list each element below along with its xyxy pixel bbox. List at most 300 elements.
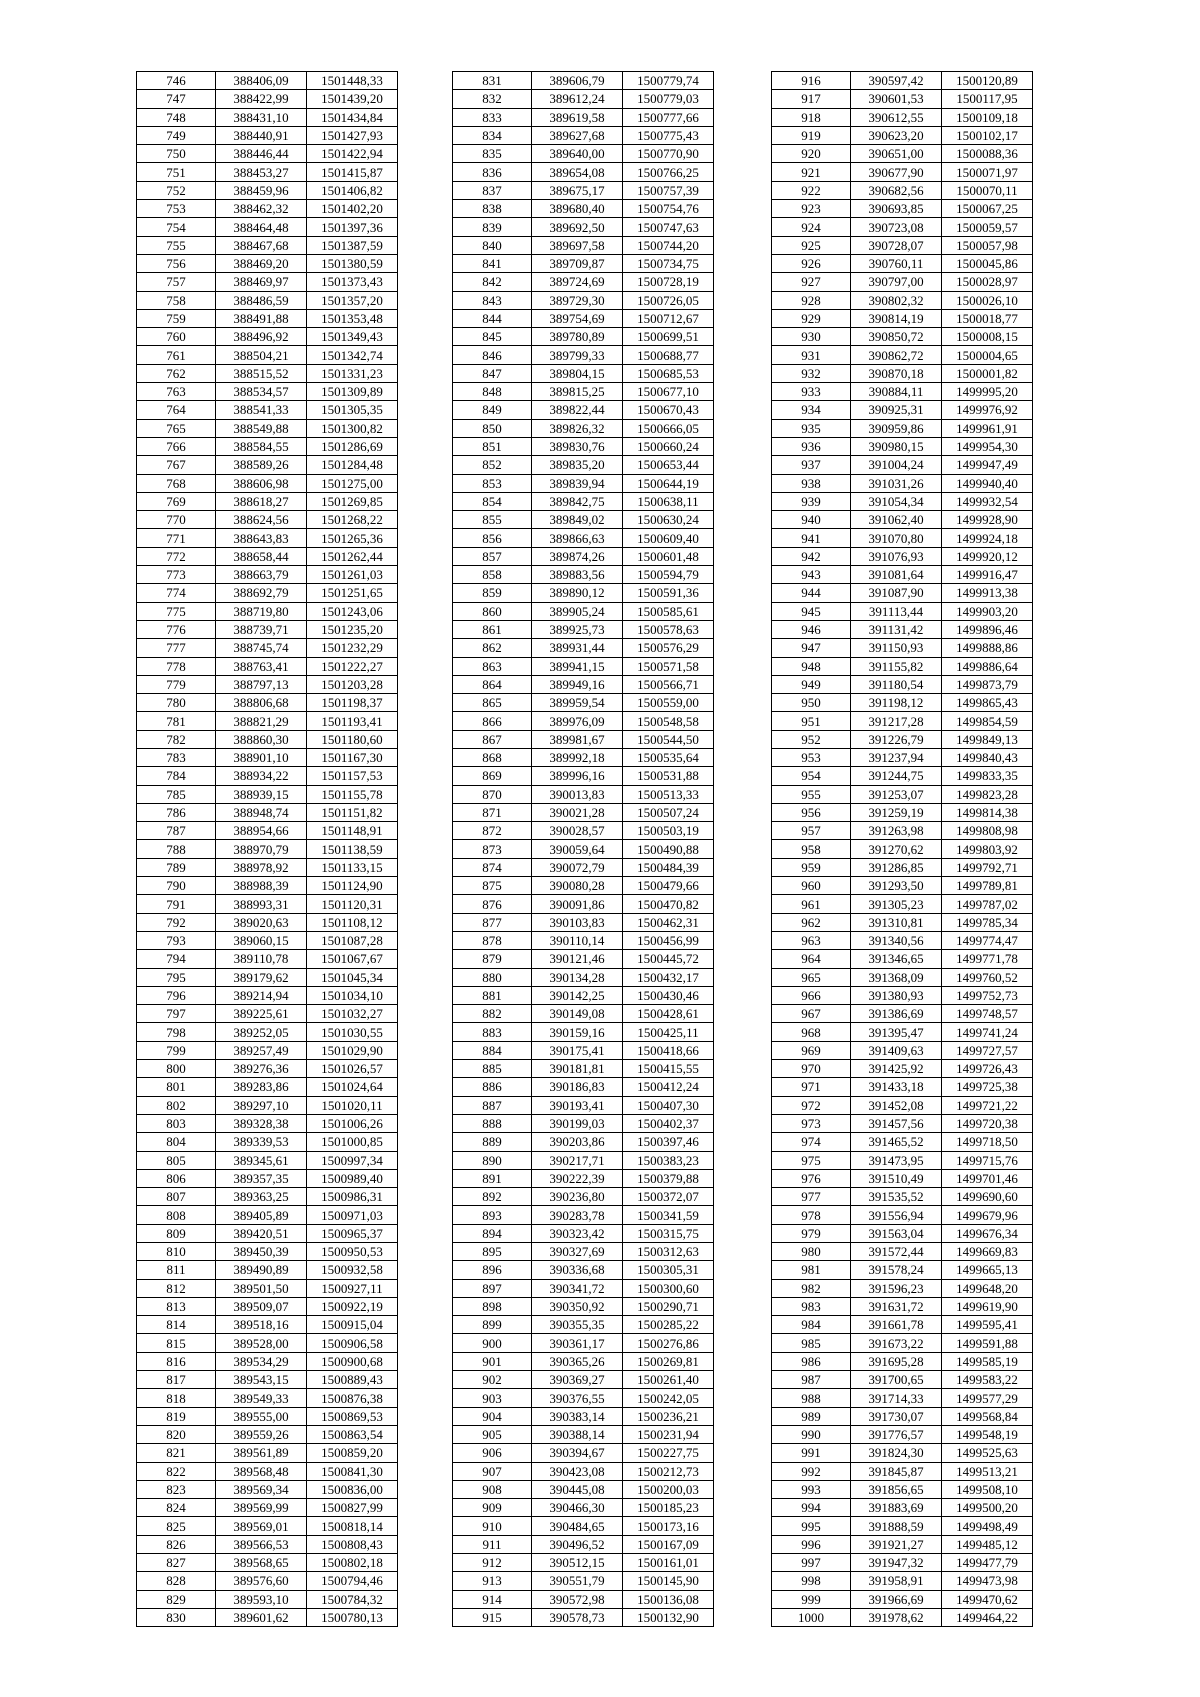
y-coordinate-cell: 1501357,20 (307, 291, 398, 309)
table-row (137, 346, 398, 364)
point-number-cell: 969 (772, 1041, 851, 1059)
point-number-cell: 773 (137, 566, 216, 584)
table-row (453, 529, 714, 547)
table-row (772, 931, 1033, 949)
y-coordinate-cell: 1500028,97 (942, 273, 1033, 291)
table-row (453, 437, 714, 455)
table-row (137, 1590, 398, 1608)
table-row (772, 584, 1033, 602)
y-coordinate-cell: 1500109,18 (942, 108, 1033, 126)
table-row (772, 1279, 1033, 1297)
table-row (772, 822, 1033, 840)
table-row (453, 748, 714, 766)
y-coordinate-cell: 1499916,47 (942, 566, 1033, 584)
point-number-cell: 897 (453, 1279, 532, 1297)
y-coordinate-cell: 1501262,44 (307, 547, 398, 565)
point-number-cell: 889 (453, 1133, 532, 1151)
table-row (772, 1261, 1033, 1279)
table-row (137, 803, 398, 821)
x-coordinate-cell: 391572,44 (851, 1243, 942, 1261)
table-row (772, 456, 1033, 474)
y-coordinate-cell: 1500712,67 (623, 309, 714, 327)
x-coordinate-cell: 391244,75 (851, 767, 942, 785)
x-coordinate-cell: 390361,17 (532, 1334, 623, 1352)
table-row (137, 1041, 398, 1059)
point-number-cell: 931 (772, 346, 851, 364)
y-coordinate-cell: 1500470,82 (623, 895, 714, 913)
x-coordinate-cell: 389518,16 (216, 1316, 307, 1334)
point-number-cell: 861 (453, 620, 532, 638)
point-number-cell: 974 (772, 1133, 851, 1151)
point-number-cell: 950 (772, 694, 851, 712)
table-row (772, 1188, 1033, 1206)
table-row (772, 1554, 1033, 1572)
y-coordinate-cell: 1499585,19 (942, 1352, 1033, 1370)
table-row (772, 1243, 1033, 1261)
point-number-cell: 767 (137, 456, 216, 474)
table-row (453, 511, 714, 529)
x-coordinate-cell: 388469,20 (216, 254, 307, 272)
point-number-cell: 755 (137, 236, 216, 254)
x-coordinate-cell: 389996,16 (532, 767, 623, 785)
x-coordinate-cell: 389509,07 (216, 1297, 307, 1315)
y-coordinate-cell: 1500566,71 (623, 675, 714, 693)
y-coordinate-cell: 1499833,35 (942, 767, 1033, 785)
x-coordinate-cell: 389543,15 (216, 1371, 307, 1389)
table-row (453, 1334, 714, 1352)
table-row (453, 950, 714, 968)
point-number-cell: 935 (772, 419, 851, 437)
y-coordinate-cell: 1501030,55 (307, 1023, 398, 1041)
table-row (453, 309, 714, 327)
point-number-cell: 939 (772, 492, 851, 510)
table-row (137, 968, 398, 986)
y-coordinate-cell: 1499583,22 (942, 1371, 1033, 1389)
x-coordinate-cell: 391452,08 (851, 1096, 942, 1114)
point-number-cell: 804 (137, 1133, 216, 1151)
x-coordinate-cell: 390323,42 (532, 1224, 623, 1242)
y-coordinate-cell: 1501087,28 (307, 931, 398, 949)
point-number-cell: 817 (137, 1371, 216, 1389)
table-row (772, 181, 1033, 199)
y-coordinate-cell: 1500971,03 (307, 1206, 398, 1224)
x-coordinate-cell: 388496,92 (216, 328, 307, 346)
y-coordinate-cell: 1499679,96 (942, 1206, 1033, 1224)
x-coordinate-cell: 390484,65 (532, 1517, 623, 1535)
y-coordinate-cell: 1499771,78 (942, 950, 1033, 968)
point-number-cell: 821 (137, 1444, 216, 1462)
table-row (772, 1572, 1033, 1590)
x-coordinate-cell: 388901,10 (216, 748, 307, 766)
table-row (772, 877, 1033, 895)
y-coordinate-cell: 1501203,28 (307, 675, 398, 693)
table-row (772, 200, 1033, 218)
x-coordinate-cell: 389890,12 (532, 584, 623, 602)
table-row (137, 236, 398, 254)
x-coordinate-cell: 389815,25 (532, 383, 623, 401)
x-coordinate-cell: 390677,90 (851, 163, 942, 181)
table-row (453, 1407, 714, 1425)
x-coordinate-cell: 388504,21 (216, 346, 307, 364)
x-coordinate-cell: 391293,50 (851, 877, 942, 895)
y-coordinate-cell: 1500535,64 (623, 748, 714, 766)
table-row (772, 547, 1033, 565)
x-coordinate-cell: 391596,23 (851, 1279, 942, 1297)
x-coordinate-cell: 390059,64 (532, 840, 623, 858)
y-coordinate-cell: 1500876,38 (307, 1389, 398, 1407)
point-number-cell: 771 (137, 529, 216, 547)
point-number-cell: 915 (453, 1608, 532, 1626)
x-coordinate-cell: 389724,69 (532, 273, 623, 291)
point-number-cell: 902 (453, 1371, 532, 1389)
point-number-cell: 806 (137, 1169, 216, 1187)
point-number-cell: 936 (772, 437, 851, 455)
x-coordinate-cell: 391070,80 (851, 529, 942, 547)
point-number-cell: 925 (772, 236, 851, 254)
x-coordinate-cell: 388584,55 (216, 437, 307, 455)
point-number-cell: 761 (137, 346, 216, 364)
y-coordinate-cell: 1500312,63 (623, 1243, 714, 1261)
x-coordinate-cell: 388821,29 (216, 712, 307, 730)
table-row (137, 145, 398, 163)
x-coordinate-cell: 391510,49 (851, 1169, 942, 1187)
point-number-cell: 932 (772, 364, 851, 382)
point-number-cell: 746 (137, 72, 216, 90)
x-coordinate-cell: 389849,02 (532, 511, 623, 529)
point-number-cell: 1000 (772, 1608, 851, 1626)
point-number-cell: 808 (137, 1206, 216, 1224)
point-number-cell: 758 (137, 291, 216, 309)
y-coordinate-cell: 1501373,43 (307, 273, 398, 291)
y-coordinate-cell: 1501045,34 (307, 968, 398, 986)
y-coordinate-cell: 1501275,00 (307, 474, 398, 492)
x-coordinate-cell: 389450,39 (216, 1243, 307, 1261)
y-coordinate-cell: 1499792,71 (942, 858, 1033, 876)
x-coordinate-cell: 389729,30 (532, 291, 623, 309)
table-row (137, 200, 398, 218)
y-coordinate-cell: 1500869,53 (307, 1407, 398, 1425)
point-number-cell: 828 (137, 1572, 216, 1590)
point-number-cell: 913 (453, 1572, 532, 1590)
x-coordinate-cell: 391921,27 (851, 1535, 942, 1553)
y-coordinate-cell: 1499500,20 (942, 1499, 1033, 1517)
point-number-cell: 838 (453, 200, 532, 218)
x-coordinate-cell: 390142,25 (532, 986, 623, 1004)
point-number-cell: 873 (453, 840, 532, 858)
y-coordinate-cell: 1499648,20 (942, 1279, 1033, 1297)
table-row (453, 1078, 714, 1096)
x-coordinate-cell: 390383,14 (532, 1407, 623, 1425)
y-coordinate-cell: 1500315,75 (623, 1224, 714, 1242)
point-number-cell: 846 (453, 346, 532, 364)
point-number-cell: 762 (137, 364, 216, 382)
x-coordinate-cell: 389606,79 (532, 72, 623, 90)
table-row (772, 1444, 1033, 1462)
table-row (453, 1316, 714, 1334)
y-coordinate-cell: 1499470,62 (942, 1590, 1033, 1608)
point-number-cell: 996 (772, 1535, 851, 1553)
x-coordinate-cell: 390091,86 (532, 895, 623, 913)
y-coordinate-cell: 1499748,57 (942, 1005, 1033, 1023)
y-coordinate-cell: 1501331,23 (307, 364, 398, 382)
y-coordinate-cell: 1500794,46 (307, 1572, 398, 1590)
x-coordinate-cell: 389568,65 (216, 1554, 307, 1572)
x-coordinate-cell: 390021,28 (532, 803, 623, 821)
table-row (453, 785, 714, 803)
y-coordinate-cell: 1500836,00 (307, 1480, 398, 1498)
point-number-cell: 987 (772, 1371, 851, 1389)
table-row (453, 1297, 714, 1315)
point-number-cell: 916 (772, 72, 851, 90)
y-coordinate-cell: 1500018,77 (942, 309, 1033, 327)
x-coordinate-cell: 389905,24 (532, 602, 623, 620)
y-coordinate-cell: 1500770,90 (623, 145, 714, 163)
x-coordinate-cell: 391631,72 (851, 1297, 942, 1315)
table-row (137, 1517, 398, 1535)
point-number-cell: 871 (453, 803, 532, 821)
point-number-cell: 880 (453, 968, 532, 986)
table-row (772, 108, 1033, 126)
y-coordinate-cell: 1501067,67 (307, 950, 398, 968)
table-row (453, 1151, 714, 1169)
y-coordinate-cell: 1500544,50 (623, 730, 714, 748)
table-row (453, 1462, 714, 1480)
table-row (137, 1023, 398, 1041)
x-coordinate-cell: 391978,62 (851, 1608, 942, 1626)
table-row (137, 1206, 398, 1224)
x-coordinate-cell: 389528,00 (216, 1334, 307, 1352)
table-row (137, 163, 398, 181)
x-coordinate-cell: 388486,59 (216, 291, 307, 309)
x-coordinate-cell: 391465,52 (851, 1133, 942, 1151)
point-number-cell: 910 (453, 1517, 532, 1535)
table-row (453, 1352, 714, 1370)
y-coordinate-cell: 1500145,90 (623, 1572, 714, 1590)
point-number-cell: 768 (137, 474, 216, 492)
point-number-cell: 810 (137, 1243, 216, 1261)
point-number-cell: 820 (137, 1425, 216, 1443)
table-row (453, 218, 714, 236)
point-number-cell: 896 (453, 1261, 532, 1279)
y-coordinate-cell: 1500644,19 (623, 474, 714, 492)
point-number-cell: 859 (453, 584, 532, 602)
table-row (772, 474, 1033, 492)
x-coordinate-cell: 390512,15 (532, 1554, 623, 1572)
point-number-cell: 869 (453, 767, 532, 785)
y-coordinate-cell: 1500305,31 (623, 1261, 714, 1279)
y-coordinate-cell: 1500609,40 (623, 529, 714, 547)
x-coordinate-cell: 390203,86 (532, 1133, 623, 1151)
x-coordinate-cell: 391259,19 (851, 803, 942, 821)
x-coordinate-cell: 389799,33 (532, 346, 623, 364)
table-row (453, 1169, 714, 1187)
point-number-cell: 813 (137, 1297, 216, 1315)
y-coordinate-cell: 1501342,74 (307, 346, 398, 364)
y-coordinate-cell: 1500117,95 (942, 90, 1033, 108)
y-coordinate-cell: 1500906,58 (307, 1334, 398, 1352)
y-coordinate-cell: 1500744,20 (623, 236, 714, 254)
x-coordinate-cell: 388589,26 (216, 456, 307, 474)
point-number-cell: 750 (137, 145, 216, 163)
x-coordinate-cell: 390682,56 (851, 181, 942, 199)
point-number-cell: 917 (772, 90, 851, 108)
point-number-cell: 747 (137, 90, 216, 108)
point-number-cell: 958 (772, 840, 851, 858)
y-coordinate-cell: 1499903,20 (942, 602, 1033, 620)
x-coordinate-cell: 391673,22 (851, 1334, 942, 1352)
x-coordinate-cell: 390080,28 (532, 877, 623, 895)
y-coordinate-cell: 1499577,29 (942, 1389, 1033, 1407)
x-coordinate-cell: 389835,20 (532, 456, 623, 474)
y-coordinate-cell: 1501032,27 (307, 1005, 398, 1023)
table-row (453, 1590, 714, 1608)
table-row (772, 291, 1033, 309)
table-row (772, 694, 1033, 712)
table-row (137, 1096, 398, 1114)
x-coordinate-cell: 391947,32 (851, 1554, 942, 1572)
y-coordinate-cell: 1500445,72 (623, 950, 714, 968)
x-coordinate-cell: 390693,85 (851, 200, 942, 218)
y-coordinate-cell: 1501222,27 (307, 657, 398, 675)
table-row (453, 639, 714, 657)
y-coordinate-cell: 1500780,13 (307, 1608, 398, 1626)
point-number-cell: 991 (772, 1444, 851, 1462)
x-coordinate-cell: 391087,90 (851, 584, 942, 602)
point-number-cell: 881 (453, 986, 532, 1004)
table-row (137, 657, 398, 675)
table-row (453, 1389, 714, 1407)
x-coordinate-cell: 391425,92 (851, 1060, 942, 1078)
table-row (453, 931, 714, 949)
table-row (453, 895, 714, 913)
y-coordinate-cell: 1499995,20 (942, 383, 1033, 401)
table-row (772, 90, 1033, 108)
table-row (137, 1297, 398, 1315)
x-coordinate-cell: 388467,68 (216, 236, 307, 254)
x-coordinate-cell: 389110,78 (216, 950, 307, 968)
x-coordinate-cell: 388860,30 (216, 730, 307, 748)
table-row (772, 529, 1033, 547)
point-number-cell: 776 (137, 620, 216, 638)
y-coordinate-cell: 1500950,53 (307, 1243, 398, 1261)
x-coordinate-cell: 389949,16 (532, 675, 623, 693)
x-coordinate-cell: 388422,99 (216, 90, 307, 108)
table-row (772, 437, 1033, 455)
table-row (137, 529, 398, 547)
table-row (137, 1480, 398, 1498)
table-row (772, 1169, 1033, 1187)
y-coordinate-cell: 1500001,82 (942, 364, 1033, 382)
y-coordinate-cell: 1501309,89 (307, 383, 398, 401)
x-coordinate-cell: 391966,69 (851, 1590, 942, 1608)
point-number-cell: 791 (137, 895, 216, 913)
x-coordinate-cell: 388934,22 (216, 767, 307, 785)
point-number-cell: 853 (453, 474, 532, 492)
table-row (772, 145, 1033, 163)
y-coordinate-cell: 1500383,23 (623, 1151, 714, 1169)
point-number-cell: 983 (772, 1297, 851, 1315)
x-coordinate-cell: 389179,62 (216, 968, 307, 986)
x-coordinate-cell: 389214,94 (216, 986, 307, 1004)
x-coordinate-cell: 390925,31 (851, 401, 942, 419)
table-row (453, 986, 714, 1004)
point-number-cell: 985 (772, 1334, 851, 1352)
table-row (772, 950, 1033, 968)
table-row (137, 1316, 398, 1334)
table-row (137, 950, 398, 968)
table-row (453, 1535, 714, 1553)
table-row (772, 383, 1033, 401)
point-number-cell: 894 (453, 1224, 532, 1242)
x-coordinate-cell: 388988,39 (216, 877, 307, 895)
y-coordinate-cell: 1501380,59 (307, 254, 398, 272)
x-coordinate-cell: 390760,11 (851, 254, 942, 272)
x-coordinate-cell: 389697,58 (532, 236, 623, 254)
table-row (137, 126, 398, 144)
x-coordinate-cell: 390341,72 (532, 1279, 623, 1297)
table-row (453, 968, 714, 986)
table-row (453, 1243, 714, 1261)
point-number-cell: 998 (772, 1572, 851, 1590)
table-row (137, 785, 398, 803)
table-row (772, 1206, 1033, 1224)
table-row (772, 1224, 1033, 1242)
table-row (137, 712, 398, 730)
point-number-cell: 989 (772, 1407, 851, 1425)
y-coordinate-cell: 1499715,76 (942, 1151, 1033, 1169)
x-coordinate-cell: 391958,91 (851, 1572, 942, 1590)
x-coordinate-cell: 390186,83 (532, 1078, 623, 1096)
table-row (453, 236, 714, 254)
x-coordinate-cell: 389420,51 (216, 1224, 307, 1242)
y-coordinate-cell: 1500932,58 (307, 1261, 398, 1279)
point-number-cell: 980 (772, 1243, 851, 1261)
x-coordinate-cell: 388993,31 (216, 895, 307, 913)
coordinates-table-1 (136, 71, 398, 1627)
point-number-cell: 981 (772, 1261, 851, 1279)
table-row (137, 1389, 398, 1407)
x-coordinate-cell: 388549,88 (216, 419, 307, 437)
y-coordinate-cell: 1501138,59 (307, 840, 398, 858)
y-coordinate-cell: 1500989,40 (307, 1169, 398, 1187)
table-row (772, 364, 1033, 382)
point-number-cell: 852 (453, 456, 532, 474)
table-row (453, 328, 714, 346)
point-number-cell: 940 (772, 511, 851, 529)
y-coordinate-cell: 1499886,64 (942, 657, 1033, 675)
y-coordinate-cell: 1499808,98 (942, 822, 1033, 840)
y-coordinate-cell: 1501133,15 (307, 858, 398, 876)
table-row (772, 1590, 1033, 1608)
y-coordinate-cell: 1499947,49 (942, 456, 1033, 474)
table-row (453, 767, 714, 785)
table-row (137, 419, 398, 437)
y-coordinate-cell: 1499954,30 (942, 437, 1033, 455)
x-coordinate-cell: 391386,69 (851, 1005, 942, 1023)
point-number-cell: 892 (453, 1188, 532, 1206)
table-row (453, 1517, 714, 1535)
table-row (772, 657, 1033, 675)
table-row (137, 1261, 398, 1279)
y-coordinate-cell: 1501448,33 (307, 72, 398, 90)
x-coordinate-cell: 388406,09 (216, 72, 307, 90)
x-coordinate-cell: 389561,89 (216, 1444, 307, 1462)
y-coordinate-cell: 1500161,01 (623, 1554, 714, 1572)
point-number-cell: 972 (772, 1096, 851, 1114)
point-number-cell: 986 (772, 1352, 851, 1370)
point-number-cell: 856 (453, 529, 532, 547)
point-number-cell: 959 (772, 858, 851, 876)
